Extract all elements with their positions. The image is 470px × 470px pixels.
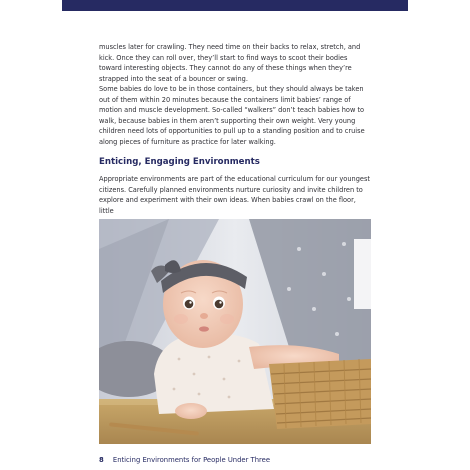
body-paragraph-3: Appropriate environments are part of the educational curriculum for our youngest citizens. Carefully planned environments nurture curiosity and invite children to explore and experiment with their own ideas. When babies crawl on the floor, little xyxy=(99,175,370,215)
page-footer xyxy=(99,456,270,464)
body-paragraph-1: muscles later for crawling. They need time on their backs to relax, stretch, and kick. Once they can roll over, they’ll start to find ways to scoot their bodies toward interesting objects. They cannot do any of these things when they’re strapped into the seat of a bouncer or swing. xyxy=(99,43,361,83)
section-heading: Enticing, Engaging Environments xyxy=(99,157,260,167)
baby-photo xyxy=(99,219,371,444)
running-title: Enticing Environments for People Under Three xyxy=(112,456,271,464)
page-number: 8 xyxy=(99,456,104,464)
baby-photo-illustration xyxy=(99,219,371,444)
book-page xyxy=(62,0,408,470)
top-color-bar xyxy=(62,0,408,11)
body-paragraph-2: Some babies do love to be in those containers, but they should always be taken out of them within 20 minutes because the containers limit babies’ range of motion and muscle development. So-called “walkers” don’t teach babies how to walk, because babies in them aren’t supporting their own weight. Very young children need lots of opportunities to pull up to a standing position and to cruise along pieces of furniture as practice for later walking. xyxy=(99,85,365,146)
